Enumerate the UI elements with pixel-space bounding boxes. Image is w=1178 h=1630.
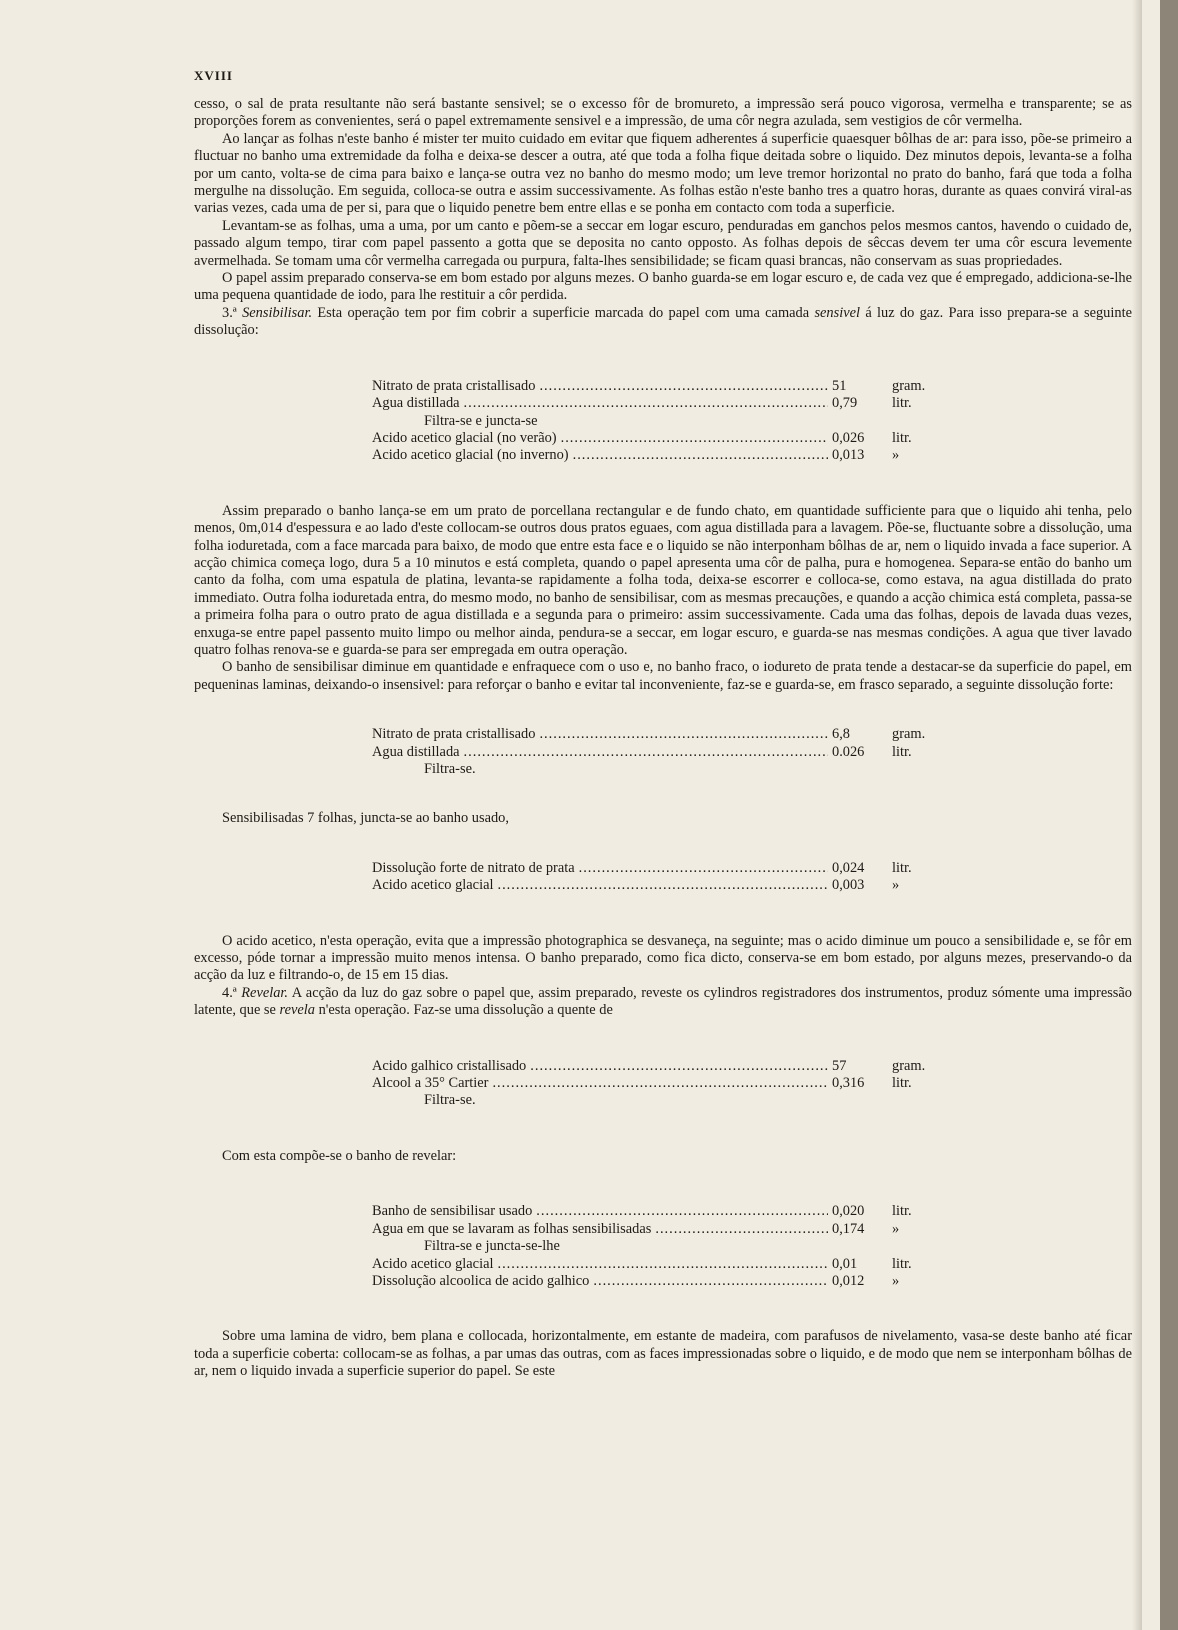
ingredient: Nitrato de prata cristallisado <box>372 377 536 394</box>
quantity: 0,003 <box>832 877 865 894</box>
quantity: 0.026 <box>832 743 865 760</box>
unit: gram. <box>892 726 926 743</box>
unit: litr. <box>892 1075 912 1092</box>
unit: » <box>892 447 900 464</box>
section-text: n'esta operação. Faz-se uma dissolução a quente de <box>318 1002 613 1019</box>
section-number: 4.ª <box>222 984 237 1001</box>
recipe-table <box>372 1203 932 1290</box>
ingredient: Agua distillada <box>372 743 460 760</box>
quantity: 0,013 <box>832 447 865 464</box>
paragraph: Assim preparado o banho lança-se em um prato de porcellana rectangular e de fundo chato, em quantidade sufficiente para que o liquido ahi tenha, pelo menos, 0m,014 d'espessura e ao lado d'este collocam-se outros dous pratos eguaes, com agua distillada para a lavagem. Põe-se, fluctuante sobre a dissolução, uma folha ioduretada, com a face marcada para baixo, de modo que entre esta face e o liquido se não interponham bôlhas de ar, nem o liquido invada a face superior. A acção chimica começa logo, dura 5 a 10 minutos e está completa, quando o papel apresenta uma côr de palha, pura e homogenea. Separa-se então do banho um canto da folha, com uma espatula de platina, levanta-se rapidamente a folha toda, deixa-se escorrer e colloca-se, como estava, na agua distillada do prato immediato. Outra folha ioduretada entra, do mesmo modo, no banho de sensibilisar, com as mesmas precauções, e quando a acção chimica está completa, passa-se a primeira folha para o outro prato de agua distillada e a segunda para o primeiro: assim successivamente. Cada uma das folhas, depois de lavada duas vezes, enxuga-se entre papel passento muito limpo ou melhor ainda, pendura-se a seccar, em logar escuro, e guarda-se nas mesmas condições. A agua que tiver lavado quatro folhas renova-se e guarda-se para ser empregada em outra operação. <box>194 502 1132 658</box>
paragraph: Sensibilisadas 7 folhas, juncta-se ao banho usado, <box>222 810 509 827</box>
recipe-table <box>372 378 932 465</box>
paragraph: O papel assim preparado conserva-se em bom estado por alguns mezes. O banho guarda-se em logar escuro e, de cada vez que é empregado, addiciona-se-lhe uma pequena quantidade de iodo, para lhe restituir a côr perdida. <box>194 270 1132 304</box>
recipe-note: Filtra-se. <box>424 1092 476 1109</box>
paragraph: Com esta compõe-se o banho de revelar: <box>222 1147 457 1164</box>
ingredient: Alcool a 35° Cartier <box>372 1075 489 1092</box>
recipe-row <box>372 1058 932 1075</box>
ingredient: Acido acetico glacial <box>372 1255 494 1272</box>
paragraph: Sobre uma lamina de vidro, bem plana e collocada, horizontalmente, em estante de madeira, com parafusos de nivelamento, vasa-se deste banho até ficar toda a superficie coberta: collocam-se as folhas, a par umas das outras, com as faces impressionadas sobre o liquido, e de modo que nem se interponham bôlhas de ar, nem o liquido invada a superficie superior do papel. Se este <box>194 1328 1132 1380</box>
quantity: 57 <box>832 1057 847 1074</box>
recipe-row <box>372 744 932 761</box>
ingredient: Acido acetico glacial (no inverno) <box>372 447 569 464</box>
unit: gram. <box>892 1057 926 1074</box>
unit: » <box>892 877 900 894</box>
ingredient: Dissolução alcoolica de acido galhico <box>372 1272 590 1289</box>
ingredient: Agua distillada <box>372 395 460 412</box>
unit: litr. <box>892 859 912 876</box>
section-number: 3.ª <box>222 304 237 321</box>
quantity: 0,01 <box>832 1255 858 1272</box>
quantity: 0,024 <box>832 859 865 876</box>
recipe-row <box>372 378 932 395</box>
quantity: 0,316 <box>832 1075 865 1092</box>
unit: » <box>892 1272 900 1289</box>
section-3-paragraph <box>194 305 1132 340</box>
ingredient: Agua em que se lavaram as folhas sensibilisadas <box>372 1220 652 1237</box>
recipe-note: Filtra-se e juncta-se-lhe <box>424 1238 560 1255</box>
recipe-row <box>372 1203 932 1220</box>
recipe-row <box>372 395 932 412</box>
quantity: 51 <box>832 377 847 394</box>
emphasis: revela <box>279 1002 315 1019</box>
quantity: 6,8 <box>832 726 850 743</box>
section-text: á luz do gaz. Para isso prepara-se a seguinte dissolução: <box>194 304 1132 339</box>
unit: » <box>892 1220 900 1237</box>
section-text: A acção da luz do gaz sobre o papel que, assim preparado, reveste os cylindros registradores dos instrumentos, produz sómente uma impressão latente, que se <box>194 984 1132 1019</box>
recipe-row <box>372 447 932 464</box>
unit: litr. <box>892 395 912 412</box>
page-gutter <box>1160 0 1178 1630</box>
gutter-shadow <box>1132 0 1142 1630</box>
unit: litr. <box>892 1203 912 1220</box>
recipe-note: Filtra-se. <box>424 761 476 777</box>
section-text: Esta operação tem por fim cobrir a superficie marcada do papel com uma camada <box>317 304 810 321</box>
paragraph: Ao lançar as folhas n'este banho é mister ter muito cuidado em evitar que fiquem adherentes á superficie quaesquer bôlhas de ar: para isso, põe-se primeiro a fluctuar no banho uma extremidade da folha e deixa-se descer a outra, até que toda a folha fique deitada sobre o liquido. Dez minutos depois, levanta-se a folha por um canto, volta-se de cima para baixo e lança-se outra vez no banho do mesmo modo; um leve tremor horizontal no prato do banho, fará que toda a folha mergulhe na dissolução. Em seguida, colloca-se outra e assim successivamente. As folhas estão n'este banho tres a quatro horas, durante as quaes convirá viral-as varias vezes, cada uma de per si, para que o liquido penetre bem entre ellas e se ponha em contacto com toda a superficie. <box>194 130 1132 217</box>
unit: gram. <box>892 377 926 394</box>
quantity: 0,79 <box>832 395 858 412</box>
ingredient: Acido acetico glacial (no verão) <box>372 429 557 446</box>
emphasis: sensivel <box>814 304 860 321</box>
quantity: 0,012 <box>832 1272 865 1289</box>
recipe-row <box>372 1273 932 1290</box>
recipe-table <box>372 860 932 895</box>
recipe-table <box>372 1058 932 1110</box>
ingredient: Nitrato de prata cristallisado <box>372 726 536 743</box>
recipe-row <box>372 1256 932 1273</box>
ingredient: Acido acetico glacial <box>372 877 494 894</box>
paragraph: Levantam-se as folhas, uma a uma, por um canto e põem-se a seccar em logar escuro, penduradas em ganchos pelos mesmos cantos, havendo o cuidado de, passado algum tempo, tirar com papel passento a gotta que se deposita no canto opposto. As folhas depois de sêccas devem ter uma côr escura levemente avermelhada. Se tomam uma côr vermelha carregada ou purpura, falta-lhes sensibilidade; se ficam quasi brancas, não conservam as suas propriedades. <box>194 217 1132 269</box>
section-title: Sensibilisar. <box>242 304 313 321</box>
recipe-note: Filtra-se e juncta-se <box>424 412 538 429</box>
unit: litr. <box>892 743 912 760</box>
recipe-table <box>372 726 932 778</box>
quantity: 0,174 <box>832 1220 865 1237</box>
recipe-row <box>372 877 932 894</box>
ingredient: Dissolução forte de nitrato de prata <box>372 859 575 876</box>
section-4-paragraph <box>194 985 1132 1020</box>
recipe-row <box>372 1075 932 1092</box>
ingredient: Acido galhico cristallisado <box>372 1057 527 1074</box>
ingredient: Banho de sensibilisar usado <box>372 1203 533 1220</box>
recipe-row <box>372 430 932 447</box>
paragraph: O banho de sensibilisar diminue em quantidade e enfraquece com o uso e, no banho fraco, o iodureto de prata tende a destacar-se da superficie do papel, em pequeninas laminas, deixando-o insensivel: para reforçar o banho e evitar tal inconveniente, faz-se e guarda-se, em frasco separado, a seguinte dissolução forte: <box>194 659 1132 693</box>
section-title: Revelar. <box>241 984 289 1001</box>
body-text <box>194 96 1132 1381</box>
page-folio: XVIII <box>194 68 233 83</box>
unit: litr. <box>892 1255 912 1272</box>
quantity: 0,020 <box>832 1203 865 1220</box>
unit: litr. <box>892 429 912 446</box>
recipe-row <box>372 1221 932 1238</box>
paragraph: O acido acetico, n'esta operação, evita que a impressão photographica se desvaneça, na seguinte; mas o acido diminue um pouco a sensibilidade e, se fôr em excesso, póde tornar a impressão muito menos intensa. O banho preparado, como fica dicto, conserva-se em bom estado, por alguns mezes, preservando-o da acção da luz e filtrando-o, de 15 em 15 dias. <box>194 932 1132 984</box>
recipe-row <box>372 726 932 743</box>
quantity: 0,026 <box>832 429 865 446</box>
paragraph: cesso, o sal de prata resultante não será bastante sensivel; se o excesso fôr de bromureto, a impressão será pouco vigorosa, vermelha e transparente; se as proporções forem as convenientes, será o papel extremamente sensivel e a impressão, de uma côr negra azulada, sem vestigios de côr vermelha. <box>194 96 1132 130</box>
recipe-row <box>372 860 932 877</box>
